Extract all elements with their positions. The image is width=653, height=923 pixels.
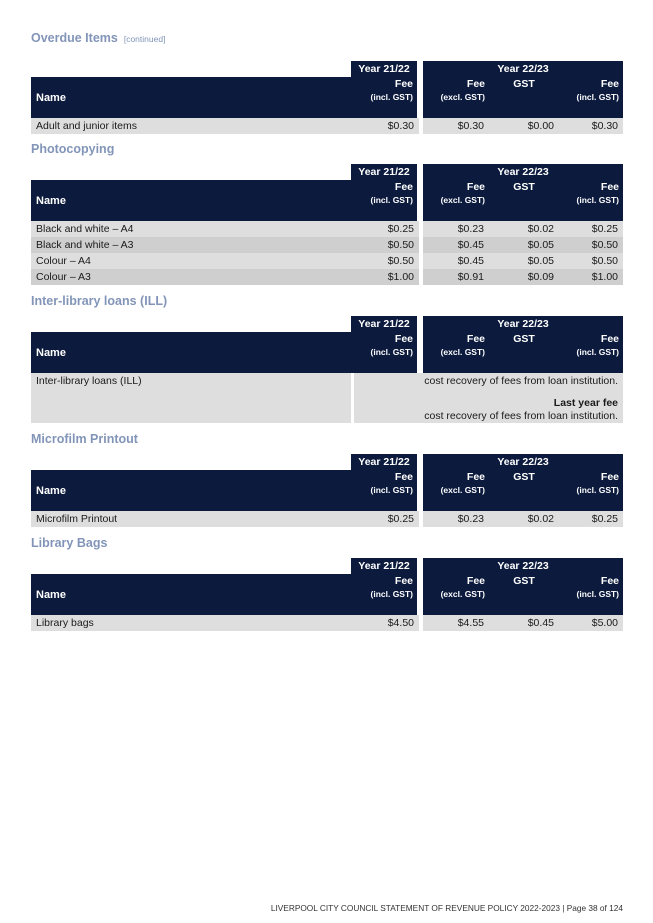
fee-excl: $0.45 [423,237,489,253]
header-fee-incl: Fee (incl. GST) [559,77,623,118]
gst: $0.05 [489,237,559,253]
page-footer: LIVERPOOL CITY COUNCIL STATEMENT OF REVENUE POLICY 2022-2023 | Page 38 of 124 [270,903,623,913]
header-year-curr: Year 22/23 [423,558,623,574]
gst: $0.09 [489,269,559,285]
table-row [31,373,623,423]
fee-excl: $0.45 [423,253,489,269]
header-fee-incl: Fee (incl. GST) [559,574,623,615]
header-fee-incl-prev: Fee (incl. GST) [351,77,419,118]
fee-incl: $0.30 [559,118,623,134]
row-name: Colour – A3 [31,269,351,285]
header-fee-incl-prev: Fee (incl. GST) [351,180,419,221]
section-title-microfilm-printout: Microfilm Printout [31,432,138,446]
gst: $0.45 [489,615,559,631]
row-name: Inter-library loans (ILL) [31,373,351,423]
header-name: Name [31,77,351,118]
row-name: Black and white – A4 [31,221,351,237]
header-name: Name [31,470,351,511]
fee-incl: $0.25 [559,511,623,527]
section-title-overdue-items [31,31,165,45]
header-year-curr: Year 22/23 [423,164,623,180]
fee-excl: $0.23 [423,511,489,527]
fee-incl: $1.00 [559,269,623,285]
gst: $0.02 [489,221,559,237]
fee-excl: $0.91 [423,269,489,285]
last-year-fee-label: Last year fee [553,397,619,409]
table-row [31,615,623,631]
header-fee-excl: Fee (excl. GST) [423,332,489,373]
header-year-curr: Year 22/23 [423,454,623,470]
fee-incl: $0.25 [559,221,623,237]
table-row [31,118,623,134]
photocopying-table [31,164,623,285]
header-gst: GST [489,470,559,511]
fee-prev: $0.50 [351,253,419,269]
table-row [31,237,623,253]
table-row [31,269,623,285]
gst: $0.05 [489,253,559,269]
fee-excl: $0.23 [423,221,489,237]
row-name: Black and white – A3 [31,237,351,253]
header-fee-incl-prev: Fee (incl. GST) [351,332,419,373]
fee-prev: $0.50 [351,237,419,253]
header-name: Name [31,574,351,615]
header-year-prev: Year 21/22 [351,316,419,332]
last-year-fee-note: cost recovery of fees from loan institution. [424,410,619,422]
header-name: Name [31,332,351,373]
header-year-prev: Year 21/22 [351,164,419,180]
header-fee-excl: Fee (excl. GST) [423,470,489,511]
fee-excl: $0.30 [423,118,489,134]
header-blank [31,61,351,77]
microfilm-printout-table [31,454,623,527]
fee-incl: $5.00 [559,615,623,631]
header-fee-incl-prev: Fee (incl. GST) [351,470,419,511]
header-fee-excl: Fee (excl. GST) [423,77,489,118]
section-title-library-bags: Library Bags [31,536,108,550]
library-bags-table [31,558,623,631]
overdue-items-table [31,61,623,134]
header-gst: GST [489,574,559,615]
header-fee-excl: Fee (excl. GST) [423,574,489,615]
row-name: Library bags [31,615,351,631]
fee-incl: $0.50 [559,237,623,253]
gst: $0.00 [489,118,559,134]
header-fee-incl: Fee (incl. GST) [559,180,623,221]
section-title-photocopying: Photocopying [31,142,115,156]
table-row [31,253,623,269]
continued-label: [continued] [123,34,166,44]
header-gst: GST [489,332,559,373]
fee-prev: $1.00 [351,269,419,285]
header-fee-incl-prev: Fee (incl. GST) [351,574,419,615]
row-name: Colour – A4 [31,253,351,269]
header-gst: GST [489,180,559,221]
header-gst: GST [489,77,559,118]
fee-prev: $0.30 [351,118,419,134]
fee-incl: $0.50 [559,253,623,269]
header-year-curr: Year 22/23 [423,316,623,332]
header-fee-excl: Fee (excl. GST) [423,180,489,221]
section-title-text: Overdue Items [31,31,118,45]
header-year-prev: Year 21/22 [351,61,419,77]
header-year-curr: Year 22/23 [423,61,623,77]
header-year-prev: Year 21/22 [351,454,419,470]
header-fee-incl: Fee (incl. GST) [559,470,623,511]
inter-library-loans-table [31,316,623,423]
fee-prev: $0.25 [351,511,419,527]
header-fee-incl: Fee (incl. GST) [559,332,623,373]
fee-prev: $4.50 [351,615,419,631]
gst: $0.02 [489,511,559,527]
header-year-prev: Year 21/22 [351,558,419,574]
fee-prev: $0.25 [351,221,419,237]
row-name: Microfilm Printout [31,511,351,527]
header-name: Name [31,180,351,221]
table-row [31,511,623,527]
merged-fee-cell [351,373,623,423]
fee-excl: $4.55 [423,615,489,631]
row-name: Adult and junior items [31,118,351,134]
section-title-inter-library-loans: Inter-library loans (ILL) [31,294,168,308]
table-row [31,221,623,237]
fee-note: cost recovery of fees from loan institution. [424,375,619,387]
